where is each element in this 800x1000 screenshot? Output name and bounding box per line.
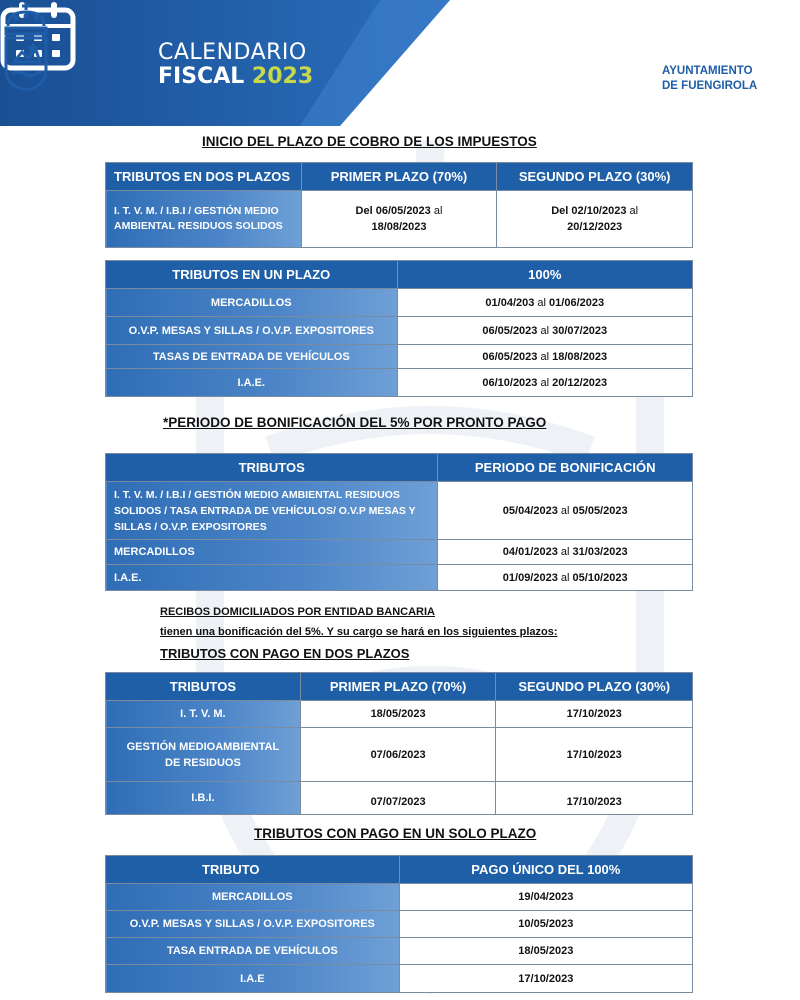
title-fiscal-word: FISCAL bbox=[158, 64, 245, 89]
row-period bbox=[438, 565, 693, 591]
row-date: 18/05/2023 bbox=[399, 938, 692, 965]
header-tributos: TRIBUTOS bbox=[106, 454, 438, 482]
note-bonificacion: tienen una bonificación del 5%. Y su cargo se hará en los siguientes plazos: bbox=[160, 626, 558, 638]
header-tributo: TRIBUTO bbox=[106, 856, 400, 884]
second-date: 17/10/2023 bbox=[496, 728, 693, 782]
section-heading-inicio-plazo: INICIO DEL PLAZO DE COBRO DE LOS IMPUESTOS bbox=[202, 134, 537, 149]
banner-background bbox=[0, 0, 800, 126]
table-bonificacion bbox=[105, 453, 693, 591]
row-label: TASA ENTRADA DE VEHÍCULOS bbox=[106, 938, 400, 965]
second-date: 17/10/2023 bbox=[496, 782, 693, 815]
period-end: 31/03/2023 bbox=[572, 546, 628, 558]
period-sep: al bbox=[540, 324, 550, 337]
header-banner bbox=[0, 0, 800, 126]
row-label: TASAS DE ENTRADA DE VEHÍCULOS bbox=[106, 345, 398, 369]
header-tributos-dos-plazos: TRIBUTOS EN DOS PLAZOS bbox=[106, 163, 302, 191]
period-start: 06/05/2023 bbox=[482, 324, 538, 337]
table-row bbox=[106, 938, 693, 965]
table-row bbox=[106, 289, 693, 317]
table-row bbox=[106, 345, 693, 369]
table-row bbox=[106, 317, 693, 345]
row-date: 10/05/2023 bbox=[399, 911, 692, 938]
header-segundo-plazo: SEGUNDO PLAZO (30%) bbox=[497, 163, 693, 191]
row-period bbox=[397, 369, 692, 397]
period-start: 06/05/2023 bbox=[482, 350, 538, 363]
row-label: I.B.I. bbox=[106, 782, 301, 815]
period-start: 06/10/2023 bbox=[482, 376, 538, 389]
table-row bbox=[106, 884, 693, 911]
header-100: 100% bbox=[397, 261, 692, 289]
header-periodo-bonificacion: PERIODO DE BONIFICACIÓN bbox=[438, 454, 693, 482]
first-prefix: Del bbox=[355, 205, 373, 217]
period-start: 05/04/2023 bbox=[502, 504, 558, 517]
period-sep: al bbox=[540, 376, 550, 389]
table-dos-plazos bbox=[105, 162, 693, 248]
table-row bbox=[106, 965, 693, 993]
period-end: 05/05/2023 bbox=[572, 504, 628, 517]
table-row bbox=[106, 482, 693, 540]
second-prefix: Del bbox=[551, 205, 569, 217]
row-label: MERCADILLOS bbox=[106, 289, 398, 317]
row-period bbox=[397, 289, 692, 317]
second-start-date: 02/10/2023 bbox=[571, 205, 627, 217]
section-heading-solo-plazo: TRIBUTOS CON PAGO EN UN SOLO PLAZO bbox=[254, 826, 537, 841]
table-header-row bbox=[106, 856, 693, 884]
table-row bbox=[106, 701, 693, 728]
period-start: 01/04/203 bbox=[485, 296, 535, 309]
table-header-row bbox=[106, 163, 693, 191]
period-sep: al bbox=[537, 296, 546, 309]
table-row bbox=[106, 911, 693, 938]
section-heading-bonificacion: *PERIODO DE BONIFICACIÓN DEL 5% POR PRONTO PAGO bbox=[163, 415, 547, 430]
row-label: I.A.E. bbox=[106, 565, 438, 591]
table-row bbox=[106, 540, 693, 565]
period-end: 18/08/2023 bbox=[552, 350, 608, 363]
first-date: 07/07/2023 bbox=[300, 782, 496, 815]
row-date: 17/10/2023 bbox=[399, 965, 692, 993]
row-date: 19/04/2023 bbox=[399, 884, 692, 911]
section-heading-dos-plazos: TRIBUTOS CON PAGO EN DOS PLAZOS bbox=[160, 646, 410, 661]
org-line2: DE FUENGIROLA bbox=[662, 80, 758, 92]
header-segundo-plazo: SEGUNDO PLAZO (30%) bbox=[496, 673, 693, 701]
table-header-row bbox=[106, 454, 693, 482]
period-sep: al bbox=[560, 571, 570, 584]
second-end-date: 20/12/2023 bbox=[567, 221, 623, 233]
org-name bbox=[662, 64, 757, 94]
row-label: MERCADILLOS bbox=[106, 540, 438, 565]
header-primer-plazo: PRIMER PLAZO (70%) bbox=[301, 163, 497, 191]
period-end: 20/12/2023 bbox=[552, 376, 608, 389]
first-start-date: 06/05/2023 bbox=[375, 205, 431, 217]
title-fiscal bbox=[158, 64, 313, 89]
table-header-row bbox=[106, 673, 693, 701]
table-row bbox=[106, 369, 693, 397]
period-start: 01/09/2023 bbox=[502, 571, 558, 584]
row-period bbox=[397, 317, 692, 345]
row-label: GESTIÓN MEDIOAMBIENTAL DE RESIDUOS bbox=[106, 728, 301, 782]
first-end-date: 18/08/2023 bbox=[371, 221, 427, 233]
first-period-cell bbox=[301, 191, 497, 248]
fuengirola-crest-logo bbox=[0, 0, 52, 92]
period-sep: al bbox=[560, 546, 570, 558]
row-label: MERCADILLOS bbox=[106, 884, 400, 911]
row-period bbox=[397, 345, 692, 369]
org-line1: AYUNTAMIENTO bbox=[662, 65, 753, 77]
title-year: 2023 bbox=[251, 64, 314, 89]
row-label: O.V.P. MESAS Y SILLAS / O.V.P. EXPOSITORES bbox=[106, 911, 400, 938]
period-end: 30/07/2023 bbox=[552, 324, 608, 337]
header-tributos: TRIBUTOS bbox=[106, 673, 301, 701]
row-label: I.A.E bbox=[106, 965, 400, 993]
row-period bbox=[438, 540, 693, 565]
header-tributos-un-plazo: TRIBUTOS EN UN PLAZO bbox=[106, 261, 398, 289]
table-row bbox=[106, 191, 693, 248]
note-domiciliados: RECIBOS DOMICILIADOS POR ENTIDAD BANCARIA bbox=[160, 606, 436, 618]
table-un-plazo bbox=[105, 260, 693, 397]
first-sep: al bbox=[433, 205, 443, 217]
second-period-cell bbox=[497, 191, 693, 248]
period-end: 01/06/2023 bbox=[549, 296, 605, 309]
title-calendario: CALENDARIO bbox=[158, 40, 307, 65]
second-sep: al bbox=[629, 205, 639, 217]
header-primer-plazo: PRIMER PLAZO (70%) bbox=[300, 673, 496, 701]
table-pago-dos-plazos bbox=[105, 672, 693, 815]
period-end: 05/10/2023 bbox=[572, 571, 628, 584]
period-sep: al bbox=[540, 350, 550, 363]
period-start: 04/01/2023 bbox=[502, 546, 558, 558]
table-header-row bbox=[106, 261, 693, 289]
row-label: I. T. V. M. / I.B.I / GESTIÓN MEDIO AMBIENTAL RESIDUOS SOLIDOS / TASA ENTRADA DE VEHÍCULOS/ O.V.P MESAS Y SILLAS / O.V.P. EXPOSITORES bbox=[106, 482, 438, 540]
table-row bbox=[106, 782, 693, 815]
row-label: O.V.P. MESAS Y SILLAS / O.V.P. EXPOSITORES bbox=[106, 317, 398, 345]
row-label: I.A.E. bbox=[106, 369, 398, 397]
period-sep: al bbox=[560, 504, 570, 517]
row-label: I. T. V. M. bbox=[106, 701, 301, 728]
table-pago-unico bbox=[105, 855, 693, 993]
second-date: 17/10/2023 bbox=[496, 701, 693, 728]
row-period bbox=[438, 482, 693, 540]
row-label: I. T. V. M. / I.B.I / GESTIÓN MEDIO AMBIENTAL RESIDUOS SOLIDOS bbox=[106, 191, 302, 248]
table-row bbox=[106, 565, 693, 591]
header-pago-unico: PAGO ÚNICO DEL 100% bbox=[399, 856, 692, 884]
first-date: 18/05/2023 bbox=[300, 701, 496, 728]
first-date: 07/06/2023 bbox=[300, 728, 496, 782]
table-row bbox=[106, 728, 693, 782]
